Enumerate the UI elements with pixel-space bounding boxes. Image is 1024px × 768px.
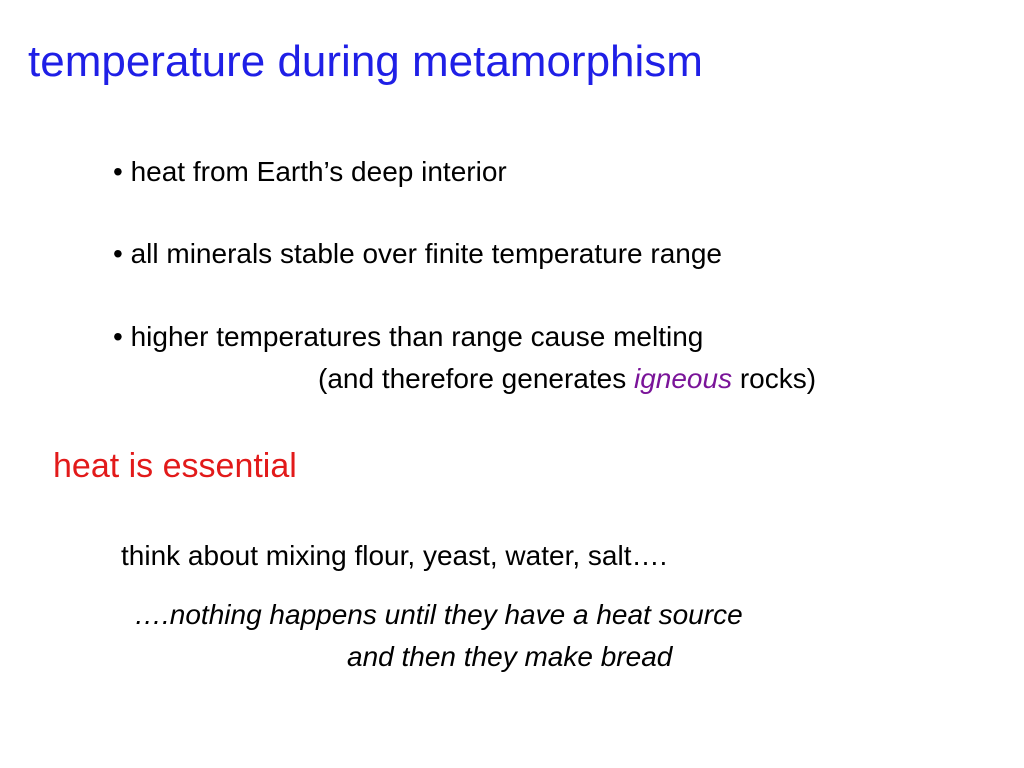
- conclusion-line-2: and then they make bread: [347, 641, 673, 672]
- continuation-text-after: rocks): [732, 363, 817, 394]
- bullet-melting-continuation: [318, 362, 816, 396]
- analogy-text: think about mixing flour, yeast, water, salt….: [121, 540, 668, 571]
- heat-is-essential: heat is essential: [53, 447, 297, 485]
- bullet-heat-source: • heat from Earth’s deep interior: [113, 156, 507, 187]
- bullet-melting: • higher temperatures than range cause melting: [113, 321, 704, 352]
- bullet-mineral-stability: • all minerals stable over finite temperature range: [113, 238, 722, 269]
- conclusion-line-1: ….nothing happens until they have a heat source: [134, 599, 743, 630]
- continuation-text-before: (and therefore generates: [318, 363, 634, 394]
- igneous-emphasis: igneous: [633, 363, 733, 394]
- slide-title: temperature during metamorphism: [28, 37, 703, 86]
